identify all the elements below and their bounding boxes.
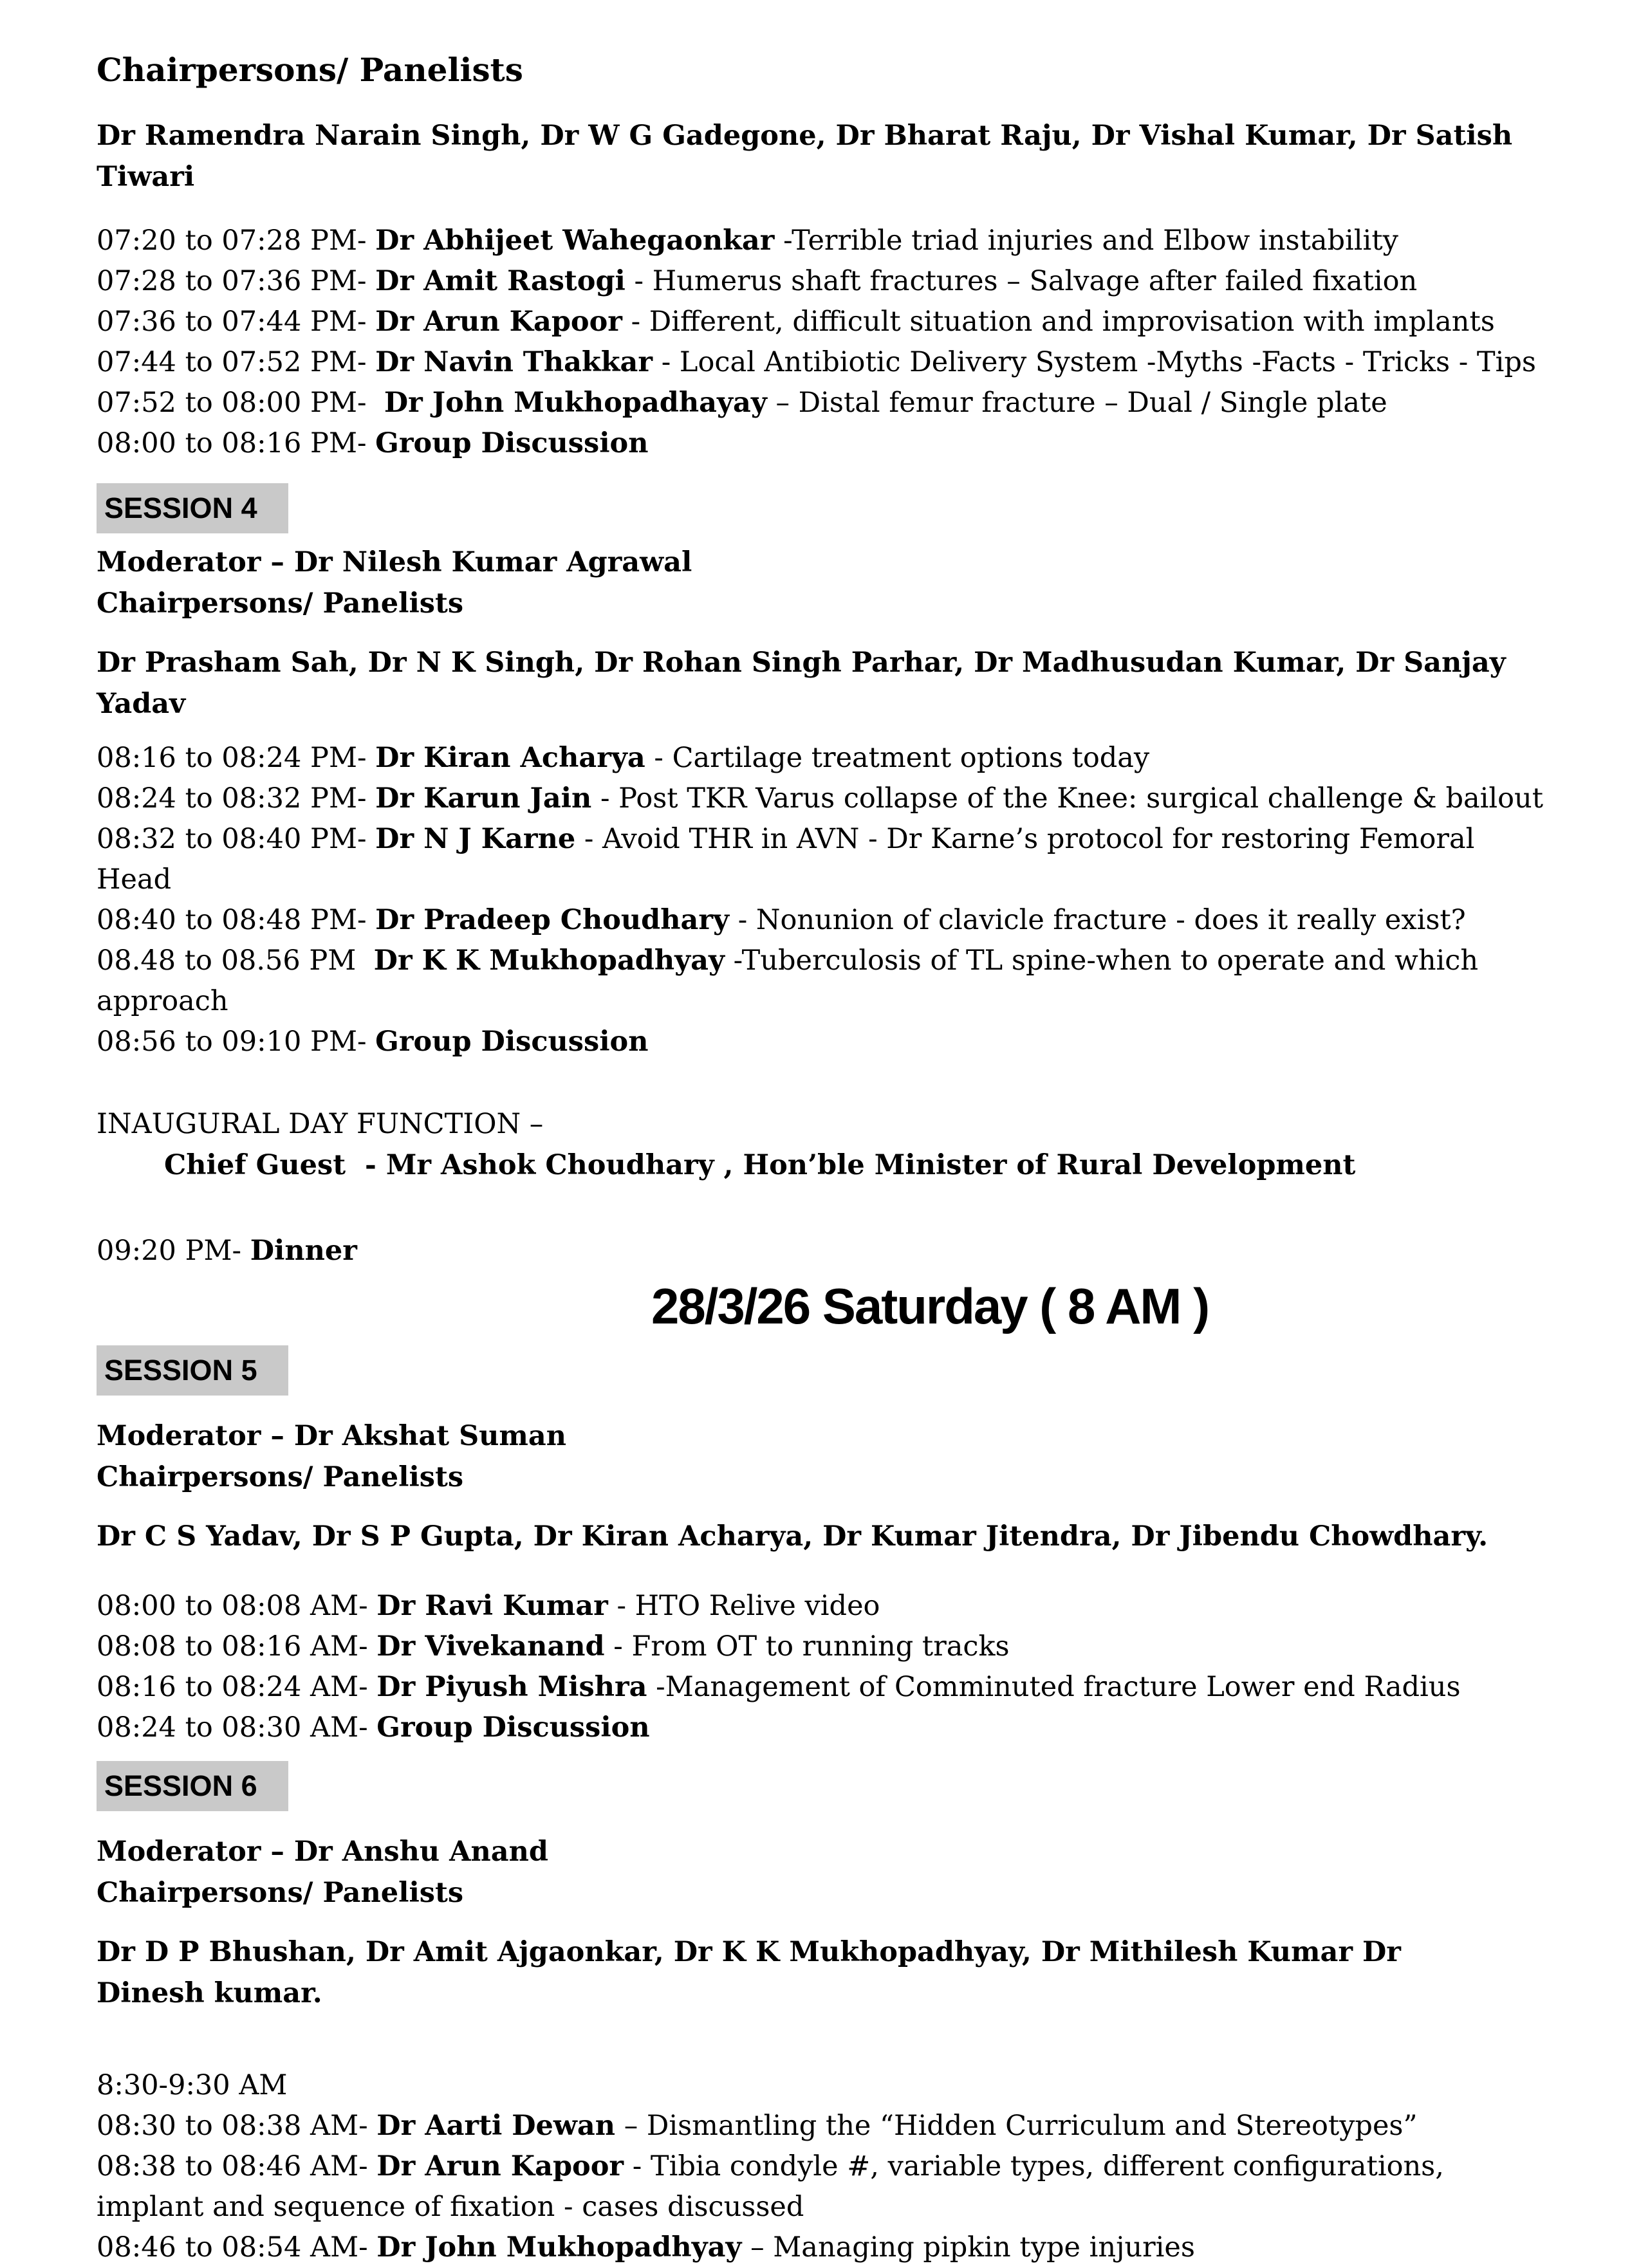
chief-guest-line: Chief Guest - Mr Ashok Choudhary , Hon’ble Minister of Rural Development (164, 1149, 1356, 1181)
time-label: 08:16 to 08:24 PM- (97, 742, 376, 774)
session4-schedule (97, 738, 1544, 1062)
time-label: 08:30 to 08:38 AM- (97, 2110, 377, 2142)
topic-text: -Terrible triad injuries and Elbow instability (774, 225, 1398, 257)
schedule-item (97, 779, 1544, 819)
topic-text: -Management of Comminuted fracture Lower end Radius (647, 1671, 1461, 1703)
schedule-item (97, 1667, 1544, 1708)
topic-text: - Nonunion of clavicle fracture - does it really exist? (729, 904, 1466, 936)
topic-text: - Tibia condyle #, variable types, different configurations, implant and sequence of fixation - cases discussed (97, 2150, 1453, 2223)
session4-label-row (97, 483, 1544, 534)
chairpersons-heading: Chairpersons/ Panelists (97, 51, 523, 89)
schedule-item (97, 738, 1544, 779)
speaker-name: Dr Kiran Acharya (375, 742, 645, 774)
time-label: 08.48 to 08.56 PM (97, 945, 374, 977)
session5-chairpersons-heading: Chairpersons/ Panelists (97, 1461, 464, 1493)
topic-text: – Managing pipkin type injuries (741, 2231, 1195, 2263)
speaker-name: Group Discussion (375, 427, 649, 459)
schedule-item (97, 2227, 1544, 2268)
time-label: 08:24 to 08:32 PM- (97, 782, 376, 815)
time-label: 08:24 to 08:30 AM- (97, 1711, 377, 1744)
session5-moderator: Moderator – Dr Akshat Suman (97, 1420, 567, 1452)
dinner-time: 09:20 PM- (97, 1235, 250, 1267)
session6-schedule (97, 2106, 1544, 2268)
topic-text: - Avoid THR in AVN - Dr Karne’s protocol for restoring Femoral Head (97, 823, 1484, 896)
topic-text: - Post TKR Varus collapse of the Knee: surgical challenge & bailout (591, 782, 1543, 815)
session5-label-row (97, 1345, 1544, 1396)
speaker-name: Dr John Mukhopadhayay (384, 387, 767, 419)
time-label: 08:40 to 08:48 PM- (97, 904, 376, 936)
session4-label: SESSION 4 (97, 483, 288, 533)
schedule-item (97, 819, 1544, 900)
session4-chairpersons-heading: Chairpersons/ Panelists (97, 587, 464, 620)
speaker-name: Group Discussion (376, 1711, 650, 1744)
speaker-name: Dr Aarti Dewan (376, 2110, 616, 2142)
time-range: 8:30-9:30 AM (97, 2069, 288, 2101)
topic-text: - From OT to running tracks (604, 1630, 1010, 1663)
speaker-name: Dr K K Mukhopadhyay (373, 945, 725, 977)
session6-moderator: Moderator – Dr Anshu Anand (97, 1836, 548, 1868)
speaker-name: Dr Karun Jain (375, 782, 592, 815)
time-label: 08:46 to 08:54 AM- (97, 2231, 377, 2263)
time-label: 08:38 to 08:46 AM- (97, 2150, 377, 2182)
schedule-item (97, 1022, 1544, 1062)
topic-text: - Cartilage treatment options today (645, 742, 1150, 774)
schedule-item (97, 302, 1544, 342)
session4-panelists-names: Dr Prasham Sah, Dr N K Singh, Dr Rohan Singh Parhar, Dr Madhusudan Kumar, Dr Sanjay Yadav (97, 647, 1516, 720)
session6-chairpersons-heading: Chairpersons/ Panelists (97, 1877, 464, 1909)
session5-schedule (97, 1586, 1544, 1748)
speaker-name: Dr Amit Rastogi (375, 265, 626, 297)
schedule-item (97, 221, 1544, 261)
time-label: 08:08 to 08:16 AM- (97, 1630, 377, 1663)
topic-text: - HTO Relive video (607, 1590, 880, 1622)
speaker-name: Dr Navin Thakkar (375, 346, 653, 378)
date-heading: 28/3/26 Saturday ( 8 AM ) (651, 1278, 1209, 1334)
schedule-item (97, 342, 1544, 383)
inaugural-title: INAUGURAL DAY FUNCTION – (97, 1108, 544, 1140)
topic-text: - Different, difficult situation and improvisation with implants (622, 306, 1495, 338)
speaker-name: Dr Pradeep Choudhary (375, 904, 730, 936)
speaker-name: Group Discussion (375, 1026, 649, 1058)
schedule-item (97, 1586, 1544, 1627)
time-label: 08:32 to 08:40 PM- (97, 823, 376, 855)
schedule-item (97, 2146, 1544, 2227)
time-label: 07:52 to 08:00 PM- (97, 387, 384, 419)
topic-text: -Tuberculosis of TL spine-when to operate and which approach (97, 945, 1487, 1017)
topic-text: - Local Antibiotic Delivery System -Myths -Facts - Tricks - Tips (653, 346, 1536, 378)
dinner-line (97, 1231, 1544, 1271)
schedule-item (97, 1708, 1544, 1748)
time-label: 08:00 to 08:16 PM- (97, 427, 376, 459)
session6-label: SESSION 6 (97, 1761, 288, 1811)
time-label: 08:00 to 08:08 AM- (97, 1590, 377, 1622)
schedule-item (97, 2106, 1544, 2146)
panelists-names: Dr Ramendra Narain Singh, Dr W G Gadegone, Dr Bharat Raju, Dr Vishal Kumar, Dr Satish Tiwari (97, 120, 1523, 193)
session5-panelists-names: Dr C S Yadav, Dr S P Gupta, Dr Kiran Acharya, Dr Kumar Jitendra, Dr Jibendu Chowdhary. (97, 1520, 1488, 1553)
evening-schedule (97, 221, 1544, 464)
session5-label: SESSION 5 (97, 1345, 288, 1396)
speaker-name: Dr Arun Kapoor (376, 2150, 624, 2182)
speaker-name: Dr Abhijeet Wahegaonkar (375, 225, 775, 257)
time-label: 07:36 to 07:44 PM- (97, 306, 376, 338)
schedule-item (97, 1627, 1544, 1667)
speaker-name: Dr Vivekanand (376, 1630, 605, 1663)
schedule-item (97, 261, 1544, 302)
schedule-item (97, 423, 1544, 464)
dinner-label: Dinner (250, 1235, 357, 1267)
time-label: 07:20 to 07:28 PM- (97, 225, 376, 257)
schedule-item (97, 383, 1544, 423)
speaker-name: Dr Piyush Mishra (376, 1671, 647, 1703)
speaker-name: Dr Arun Kapoor (375, 306, 622, 338)
time-label: 07:44 to 07:52 PM- (97, 346, 376, 378)
time-label: 08:56 to 09:10 PM- (97, 1026, 376, 1058)
session6-panelists-names: Dr D P Bhushan, Dr Amit Ajgaonkar, Dr K K Mukhopadhyay, Dr Mithilesh Kumar Dr Dinesh kumar. (97, 1936, 1411, 2009)
speaker-name: Dr N J Karne (375, 823, 576, 855)
speaker-name: Dr Ravi Kumar (376, 1590, 608, 1622)
session4-moderator: Moderator – Dr Nilesh Kumar Agrawal (97, 546, 692, 578)
schedule-item (97, 900, 1544, 941)
time-label: 07:28 to 07:36 PM- (97, 265, 376, 297)
schedule-item (97, 941, 1544, 1022)
speaker-name: Dr John Mukhopadhyay (376, 2231, 742, 2263)
topic-text: – Dismantling the “Hidden Curriculum and Stereotypes” (615, 2110, 1418, 2142)
time-label: 08:16 to 08:24 AM- (97, 1671, 377, 1703)
topic-text: – Distal femur fracture – Dual / Single plate (766, 387, 1387, 419)
session6-label-row (97, 1761, 1544, 1812)
topic-text: - Humerus shaft fractures – Salvage after failed fixation (625, 265, 1418, 297)
